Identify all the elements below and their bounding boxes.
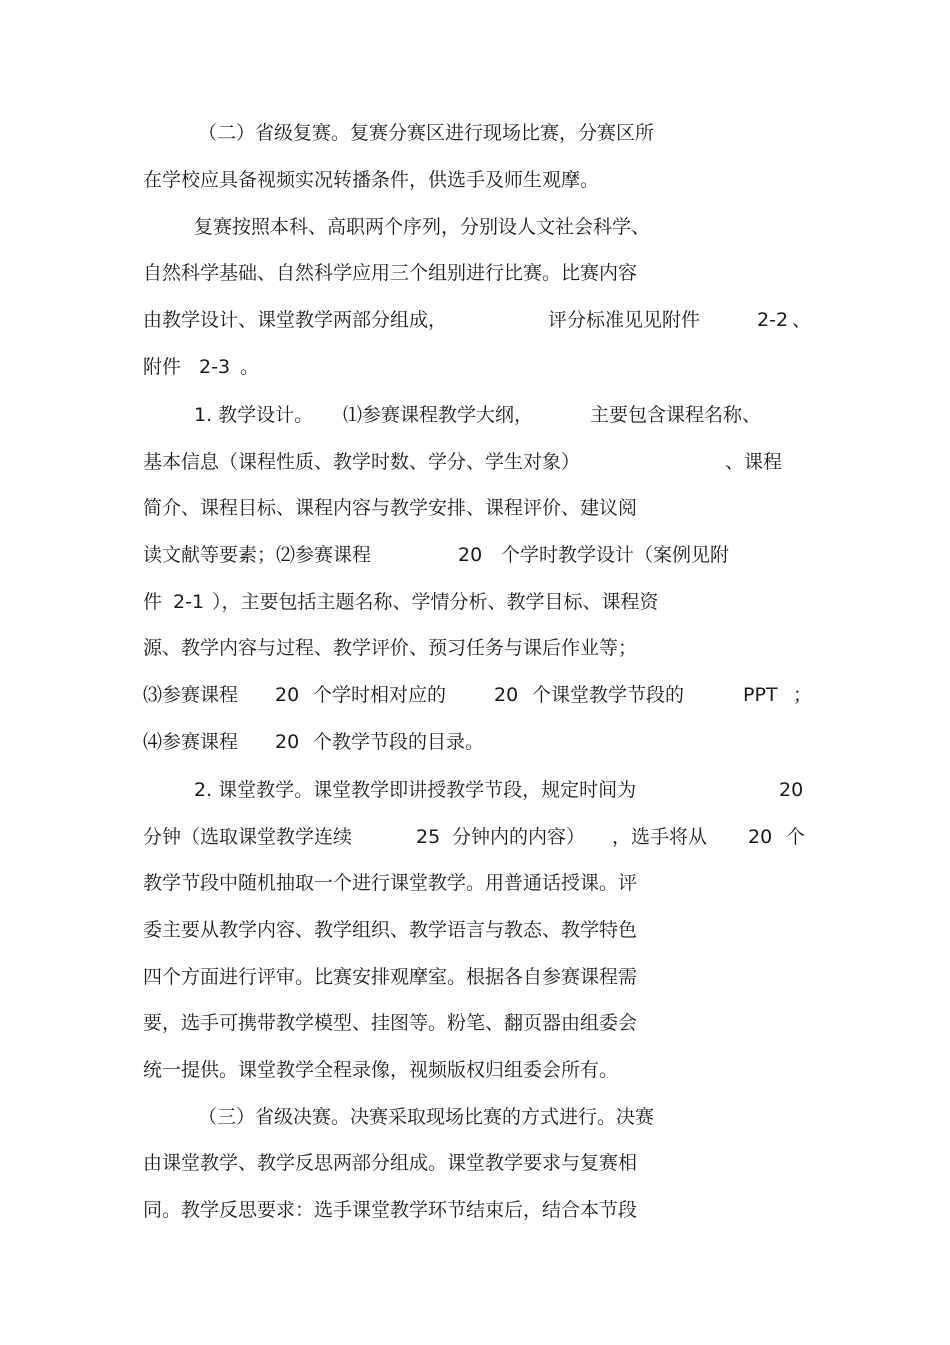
text-line-13-segment-6: PPT (743, 684, 778, 706)
text-line-5-segment-2: 评分标准见见附件 (548, 309, 701, 331)
text-line-13-segment-7: ； (793, 684, 813, 706)
text-line-16-segment-3: 分钟内的内容） (452, 826, 586, 848)
text-line-13-segment-3: 个学时相对应的 (313, 684, 447, 706)
text-line-17-segment-1: 教学节段中随机抽取一个进行课堂教学。用普通话授课。评 (143, 872, 638, 894)
text-line-15-segment-2: 20 (779, 779, 804, 801)
text-line-16-segment-1: 分钟（选取课堂教学连续 (143, 826, 353, 848)
text-line-13-segment-4: 20 (494, 684, 519, 706)
text-line-10-segment-2: 20 (458, 544, 483, 566)
text-line-24-segment-1: 同。教学反思要求：选手课堂教学环节结束后，结合本节段 (143, 1199, 638, 1221)
text-line-13-segment-1: ⑶参赛课程 (143, 684, 239, 706)
text-line-12-segment-1: 源、教学内容与过程、教学评价、预习任务与课后作业等； (143, 637, 638, 659)
text-line-9-segment-1: 简介、课程目标、课程内容与教学安排、课程评价、建议阅 (143, 497, 638, 519)
text-line-5-segment-3: 2-2 (757, 309, 789, 331)
text-line-7-segment-2: ⑴参赛课程教学大纲， (343, 404, 534, 426)
text-line-11-segment-3: ），主要包括主题名称、学情分析、教学目标、课程资 (212, 591, 659, 613)
text-line-16-segment-4: ，选手将从 (612, 826, 708, 848)
text-line-15-segment-1: 2. 课堂教学。课堂教学即讲授教学节段，规定时间为 (194, 779, 637, 801)
text-line-19-segment-1: 四个方面进行评审。比赛安排观摩室。根据各自参赛课程需 (143, 966, 638, 988)
text-line-16-segment-2: 25 (416, 826, 441, 848)
text-line-5-segment-4: 、 (792, 309, 812, 331)
text-line-10-segment-1: 读文献等要素；⑵参赛课程 (143, 544, 372, 566)
text-line-22-segment-1: （三）省级决赛。决赛采取现场比赛的方式进行。决赛 (198, 1106, 655, 1128)
text-line-14-segment-3: 个教学节段的目录。 (313, 731, 485, 753)
text-line-11-segment-2: 2-1 (173, 591, 205, 613)
text-line-23-segment-1: 由课堂教学、教学反思两部分组成。课堂教学要求与复赛相 (143, 1152, 638, 1174)
text-line-11-segment-1: 件 (143, 591, 163, 613)
text-line-7-segment-3: 主要包含课程名称、 (590, 404, 762, 426)
text-line-20-segment-1: 要，选手可携带教学模型、挂图等。粉笔、翻页器由组委会 (143, 1012, 638, 1034)
text-line-6-segment-3: 。 (240, 356, 260, 378)
text-line-2-segment-1: 在学校应具备视频实况转播条件，供选手及师生观摩。 (143, 169, 600, 191)
text-line-4-segment-1: 自然科学基础、自然科学应用三个组别进行比赛。比赛内容 (143, 262, 638, 284)
text-line-16-segment-5: 20 (748, 826, 773, 848)
text-line-1-segment-1: （二）省级复赛。复赛分赛区进行现场比赛，分赛区所 (198, 122, 655, 144)
text-line-10-segment-3: 个学时教学设计（案例见附 (501, 544, 730, 566)
text-line-7-segment-1: 1. 教学设计。 (194, 404, 314, 426)
text-line-13-segment-2: 20 (275, 684, 300, 706)
text-line-5-segment-1: 由教学设计、课堂教学两部分组成， (143, 309, 448, 331)
text-line-18-segment-1: 委主要从教学内容、教学组织、教学语言与教态、教学特色 (143, 919, 638, 941)
text-line-6-segment-1: 附件 (143, 356, 182, 378)
text-line-21-segment-1: 统一提供。课堂教学全程录像，视频版权归组委会所有。 (143, 1059, 619, 1081)
text-line-8-segment-2: 、课程 (725, 451, 783, 473)
text-line-6-segment-2: 2-3 (199, 356, 231, 378)
text-line-14-segment-1: ⑷参赛课程 (143, 731, 239, 753)
text-line-13-segment-5: 个课堂教学节段的 (532, 684, 685, 706)
text-line-14-segment-2: 20 (275, 731, 300, 753)
text-line-3-segment-1: 复赛按照本科、高职两个序列，分别设人文社会科学、 (194, 216, 651, 238)
text-line-16-segment-6: 个 (786, 826, 806, 848)
text-line-8-segment-1: 基本信息（课程性质、教学时数、学分、学生对象） (143, 451, 581, 473)
